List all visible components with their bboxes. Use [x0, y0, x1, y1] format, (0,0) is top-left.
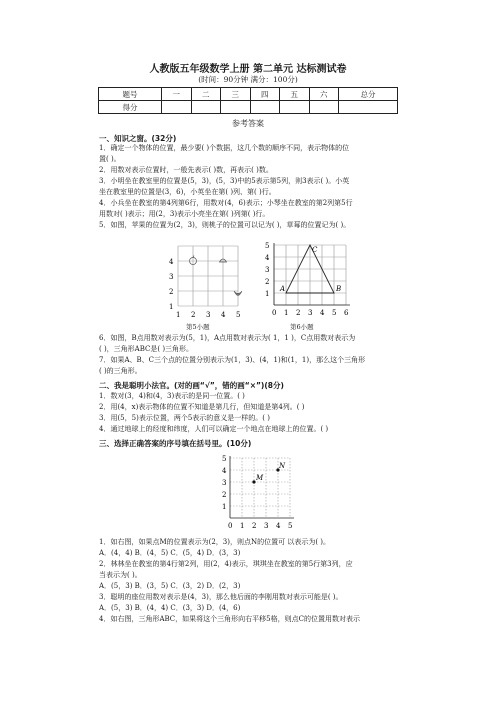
grid-figure-q5 — [160, 240, 250, 326]
table-cell: 题号 — [99, 88, 162, 101]
question-line: 1．如右图，如果点M的位置表示为(2，3)，则点N的位置可 以表示为( )。 — [99, 538, 331, 546]
x-tick: 2 — [252, 522, 257, 530]
x-tick: 4 — [320, 309, 325, 317]
grid-figure-mn — [222, 452, 302, 534]
table-cell[interactable] — [250, 101, 280, 114]
score-table-score-row — [99, 101, 398, 114]
page-title: 人教版五年级数学上册 第二单元 达标测试卷 — [149, 64, 347, 75]
x-tick: 3 — [206, 311, 211, 319]
x-tick: 3 — [264, 522, 269, 530]
question-line: 4．通过地球上的经度和纬度，人们可以确定一个地点在地球上的位置。( ) — [99, 425, 329, 433]
y-tick: 5 — [265, 242, 270, 250]
section-heading: 三、选择正确答案的序号填在括号里。(10分) — [99, 439, 252, 448]
question-line: 4．如右图，三角形ABC，如果将这个三角形向右平移5格，则点C的位置用数对表示 — [99, 615, 360, 623]
option-line: A．(4，4) B．(4，5) C．(5，4) D．(3，3) — [99, 549, 241, 557]
x-tick: 0 — [228, 522, 233, 530]
option-line: A．(5，3) B．(3，5) C．(3，2) D．(2，3) — [99, 582, 241, 590]
x-tick: 5 — [332, 309, 337, 317]
y-tick: 1 — [265, 290, 270, 298]
answer-heading: 参考答案 — [232, 119, 264, 128]
grid-figure-q6 — [262, 240, 362, 326]
point-label: A — [280, 285, 286, 293]
point-label: C — [312, 246, 318, 254]
table-cell: 五 — [280, 88, 310, 101]
y-tick: 3 — [222, 479, 227, 487]
y-tick: 4 — [265, 254, 270, 262]
question-line: ( )，三角形ABC是( )三角形。 — [99, 345, 194, 353]
section-heading: 二、我是聪明小法官。(对的画“√”，错的画“×”)(8分) — [99, 381, 284, 390]
x-tick: 1 — [240, 522, 245, 530]
question-line: 2．用数对表示位置时，一般先表示( )数，再表示( )数。 — [99, 166, 273, 174]
question-line: 3．聪明的座位用数对表示是(4，3)，那么他后面的李刚用数对表示可能是( )。 — [99, 593, 343, 601]
y-tick: 2 — [265, 278, 270, 286]
y-tick: 1 — [222, 503, 227, 511]
point-label: N — [279, 462, 286, 470]
table-cell[interactable] — [221, 101, 251, 114]
question-line: 1．确定一个物体的位置，最少要( )个数据，这几个数的顺序不同，表示物体的位 — [99, 144, 350, 152]
question-line: ( )的三角形。 — [99, 367, 142, 375]
point-label: B — [336, 285, 342, 293]
x-tick: 2 — [191, 311, 196, 319]
question-line: 2．林林坐在教室的第4行第2列，用(2，4)表示，琪琪坐在教室的第5行第3列，应 — [99, 560, 353, 568]
score-table-header-row — [99, 88, 398, 101]
x-tick: 5 — [236, 311, 241, 319]
y-tick: 5 — [222, 455, 227, 463]
x-tick: 4 — [221, 311, 226, 319]
y-tick: 2 — [222, 491, 227, 499]
point-label: M — [256, 474, 264, 482]
section-heading: 一、知识之窗。(32分) — [99, 134, 177, 143]
table-cell[interactable] — [162, 101, 192, 114]
question-line: 3．小明坐在教室里的位置是(5，3)，(5，3)中的5表示第5列，则3表示( )。小英 — [99, 177, 350, 185]
question-line: 1．数对(3，4)和(4，3)表示的是同一位置。( ) — [99, 392, 245, 400]
x-tick: 1 — [176, 311, 181, 319]
question-line: 5．如图，苹果的位置为(2，3)，则桃子的位置可以记为( )，草莓的位置记为( )。 — [99, 221, 351, 229]
question-line: 7．如果A、B、C三个点的位置分别表示为(1，3)、(4，1)和(1，1)，那么这个三角形 — [99, 356, 366, 364]
score-table — [98, 87, 398, 114]
x-tick: 3 — [308, 309, 313, 317]
question-line: 坐在教室里的位置是(3，6)，小英坐在第( )列、第( )行。 — [99, 188, 276, 196]
question-line: 6．如图，B点用数对表示为(5，1)，A点用数对表示为( 1，1 )，C点用数对表示为 — [99, 334, 356, 342]
table-cell: 得分 — [99, 101, 162, 114]
table-cell: 一 — [162, 88, 192, 101]
exam-meta: (时间：90分钟 满分：100分) — [198, 75, 298, 84]
y-tick: 2 — [169, 288, 174, 296]
table-cell[interactable] — [339, 101, 398, 114]
table-cell: 四 — [250, 88, 280, 101]
x-tick: 2 — [296, 309, 301, 317]
table-cell: 二 — [191, 88, 221, 101]
x-tick: 4 — [276, 522, 281, 530]
x-tick: 0 — [272, 309, 277, 317]
x-tick: 6 — [344, 309, 349, 317]
table-cell[interactable] — [309, 101, 339, 114]
table-cell: 六 — [309, 88, 339, 101]
question-line: 3．用(5，5)表示位置，两个5表示的意义是一样的。( ) — [99, 414, 270, 422]
y-tick: 4 — [169, 258, 174, 266]
option-line: A．(5，3) B．(4，4) C．(3，3) D．(4，6) — [99, 604, 241, 612]
x-tick: 1 — [284, 309, 289, 317]
y-tick: 3 — [265, 266, 270, 274]
question-line: 当表示为( )。 — [99, 571, 142, 579]
question-line: 置( )。 — [99, 155, 121, 163]
y-tick: 1 — [169, 303, 174, 311]
y-tick: 4 — [222, 467, 227, 475]
table-cell: 总分 — [339, 88, 398, 101]
figure-caption: 第5小题 — [186, 323, 210, 331]
table-cell[interactable] — [191, 101, 221, 114]
table-cell: 三 — [221, 88, 251, 101]
y-tick: 3 — [169, 273, 174, 281]
figure-caption: 第6小题 — [290, 323, 314, 331]
question-line: 2．用(4，x)表示物体的位置不知道是第几行，但知道是第4列。( ) — [99, 403, 305, 411]
question-line: 用数对( )表示；用(2，3)表示小亮坐在第( )列第( )行。 — [99, 210, 270, 218]
table-cell[interactable] — [280, 101, 310, 114]
x-tick: 5 — [288, 522, 293, 530]
question-line: 4．小兵坐在教室的第4列第6行，用数对(4，6)表示；小琴坐在教室的第2列第5行 — [99, 199, 353, 207]
